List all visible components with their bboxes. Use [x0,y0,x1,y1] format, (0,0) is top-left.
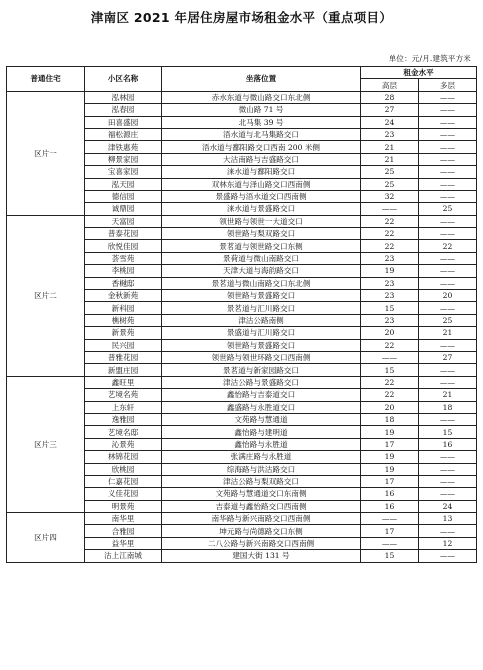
location-cell: 鑫怡路与建明道 [162,426,361,438]
high-rise-rent: 19 [361,463,419,475]
community-name: 荟雪苑 [85,252,162,264]
location-cell: 微山路 71 号 [162,104,361,116]
high-rise-rent: 22 [361,240,419,252]
high-rise-rent: 27 [361,104,419,116]
community-name: 逸雅园 [85,413,162,425]
multi-storey-rent: 27 [419,351,477,363]
high-rise-rent: 23 [361,252,419,264]
district-label: 区片二 [7,215,85,376]
community-name: 柳景家园 [85,153,162,165]
high-rise-rent: 23 [361,128,419,140]
header-high: 高层 [361,79,419,91]
multi-storey-rent: 16 [419,438,477,450]
header-row-1 [7,67,477,79]
multi-storey-rent: —— [419,265,477,277]
high-rise-rent: 22 [361,376,419,388]
high-rise-rent: 15 [361,364,419,376]
location-cell: 坤元路与尚德路交口东侧 [162,525,361,537]
header-multi: 多层 [419,79,477,91]
multi-storey-rent: —— [419,166,477,178]
multi-storey-rent: 25 [419,203,477,215]
multi-storey-rent: 21 [419,389,477,401]
high-rise-rent: 19 [361,265,419,277]
high-rise-rent: 25 [361,178,419,190]
community-name: 德信园 [85,190,162,202]
location-cell: 双林东道与泽山路交口西南侧 [162,178,361,190]
location-cell: 文苑路与慧通道交口东南侧 [162,488,361,500]
location-cell: 南华路与新兴南路交口西南侧 [162,513,361,525]
high-rise-rent: 22 [361,389,419,401]
location-cell: 景荷道与微山南路交口 [162,252,361,264]
community-name: 泓林园 [85,91,162,103]
community-name: 民兴园 [85,339,162,351]
community-name: 泓天园 [85,178,162,190]
district-label: 区片一 [7,91,85,215]
location-cell: 文苑路与慧通道 [162,413,361,425]
multi-storey-rent: 18 [419,401,477,413]
location-cell: 景茗道与汇川路交口 [162,302,361,314]
location-cell: 赤水东道与微山路交口东北侧 [162,91,361,103]
community-name: 合雅园 [85,525,162,537]
community-name: 沽上江南城 [85,550,162,562]
high-rise-rent: 19 [361,426,419,438]
location-cell: 涞水道与鄱阳路交口 [162,166,361,178]
location-cell: 津沽公路与梨双路交口 [162,475,361,487]
multi-storey-rent: —— [419,215,477,227]
location-cell: 领世路与领世一大道交口 [162,215,361,227]
location-cell: 领世路与景盛路交口 [162,339,361,351]
location-cell: 景茗道与微山南路交口东北侧 [162,277,361,289]
high-rise-rent: 17 [361,438,419,450]
multi-storey-rent: 20 [419,290,477,302]
location-cell: 景盛道与汇川路交口 [162,327,361,339]
community-name: 林锦花园 [85,451,162,463]
community-name: 鑫旺里 [85,376,162,388]
multi-storey-rent: —— [419,128,477,140]
community-name: 益华里 [85,537,162,549]
page-title: 津南区 2021 年居住房屋市场租金水平（重点项目） [90,10,393,25]
high-rise-rent: 20 [361,401,419,413]
table-row [7,376,477,388]
location-cell: 张满庄路与永胜道 [162,451,361,463]
community-name: 义佳花园 [85,488,162,500]
high-rise-rent: 22 [361,215,419,227]
community-name: 津铁惠苑 [85,141,162,153]
table-row [7,513,477,525]
multi-storey-rent: —— [419,116,477,128]
multi-storey-rent: 15 [419,426,477,438]
location-cell: 涞水道与景盛路交口 [162,203,361,215]
high-rise-rent: 32 [361,190,419,202]
location-cell: 大沽南路与吉盛路交口 [162,153,361,165]
community-name: 仁嘉花园 [85,475,162,487]
multi-storey-rent: —— [419,153,477,165]
community-name: 普雅花园 [85,351,162,363]
multi-storey-rent: 25 [419,314,477,326]
location-cell: 景盛路与浯水道交口西南侧 [162,190,361,202]
community-name: 新景苑 [85,327,162,339]
high-rise-rent: —— [361,513,419,525]
high-rise-rent: 23 [361,314,419,326]
community-name: 明景苑 [85,500,162,512]
high-rise-rent: —— [361,537,419,549]
community-name: 新盟庄园 [85,364,162,376]
high-rise-rent: 17 [361,475,419,487]
multi-storey-rent: —— [419,550,477,562]
community-name: 上东轩 [85,401,162,413]
high-rise-rent: —— [361,351,419,363]
high-rise-rent: 15 [361,302,419,314]
multi-storey-rent: —— [419,190,477,202]
community-name: 李桃园 [85,265,162,277]
location-cell: 吉泰道与鑫怡路交口西南侧 [162,500,361,512]
community-name: 欣桃园 [85,463,162,475]
location-cell: 景茗道与领世路交口东侧 [162,240,361,252]
multi-storey-rent: —— [419,451,477,463]
community-name: 新科园 [85,302,162,314]
location-cell: 鑫怡路与永胜道 [162,438,361,450]
community-name: 天富园 [85,215,162,227]
high-rise-rent: 28 [361,91,419,103]
multi-storey-rent: —— [419,364,477,376]
community-name: 南华里 [85,513,162,525]
high-rise-rent: 19 [361,451,419,463]
multi-storey-rent: —— [419,277,477,289]
community-name: 樵树苑 [85,314,162,326]
high-rise-rent: 22 [361,228,419,240]
location-cell: 领世路与领世环路交口西南侧 [162,351,361,363]
community-name: 田喜盛园 [85,116,162,128]
multi-storey-rent: —— [419,228,477,240]
multi-storey-rent: —— [419,463,477,475]
multi-storey-rent: —— [419,413,477,425]
high-rise-rent: 23 [361,277,419,289]
multi-storey-rent: —— [419,488,477,500]
multi-storey-rent: 24 [419,500,477,512]
community-name: 宝喜家园 [85,166,162,178]
community-name: 沁景苑 [85,438,162,450]
high-rise-rent: 24 [361,116,419,128]
multi-storey-rent: —— [419,475,477,487]
location-cell: 鑫怡路与吉泰道交口 [162,389,361,401]
high-rise-rent: 23 [361,290,419,302]
multi-storey-rent: —— [419,252,477,264]
location-cell: 领世路与梨双路交口 [162,228,361,240]
location-cell: 津沽公路与景盛路交口 [162,376,361,388]
rent-table [6,66,477,563]
header-category: 普通住宅 [7,67,85,92]
multi-storey-rent: 22 [419,240,477,252]
high-rise-rent: 16 [361,488,419,500]
location-cell: 二八公路与新兴南路交口西南侧 [162,537,361,549]
high-rise-rent: —— [361,203,419,215]
community-name: 诚鼎园 [85,203,162,215]
multi-storey-rent: 13 [419,513,477,525]
community-name: 泓春园 [85,104,162,116]
multi-storey-rent: 12 [419,537,477,549]
location-cell: 景茗道与新家园路交口 [162,364,361,376]
multi-storey-rent: —— [419,91,477,103]
high-rise-rent: 25 [361,166,419,178]
community-name: 香樾邸 [85,277,162,289]
table-row [7,215,477,227]
high-rise-rent: 18 [361,413,419,425]
community-name: 普泰花园 [85,228,162,240]
location-cell: 浯水道与鄱阳路交口西南 200 米侧 [162,141,361,153]
high-rise-rent: 22 [361,339,419,351]
multi-storey-rent: —— [419,104,477,116]
multi-storey-rent: —— [419,339,477,351]
high-rise-rent: 16 [361,500,419,512]
location-cell: 鑫盛路与永胜道交口 [162,401,361,413]
header-location: 坐落位置 [162,67,361,92]
high-rise-rent: 21 [361,141,419,153]
location-cell: 天津大道与海韵路交口 [162,265,361,277]
multi-storey-rent: —— [419,525,477,537]
multi-storey-rent: —— [419,302,477,314]
location-cell: 建国大街 131 号 [162,550,361,562]
high-rise-rent: 17 [361,525,419,537]
district-label: 区片三 [7,376,85,512]
district-label: 区片四 [7,513,85,563]
location-cell: 综海路与洪沽路交口 [162,463,361,475]
rent-table-body [7,91,477,562]
multi-storey-rent: 21 [419,327,477,339]
location-cell: 北马集 39 号 [162,116,361,128]
unit-note: 单位：元/月.建筑平方米 [388,54,471,63]
high-rise-rent: 20 [361,327,419,339]
high-rise-rent: 15 [361,550,419,562]
table-row [7,91,477,103]
community-name: 艺境名邸 [85,426,162,438]
header-community: 小区名称 [85,67,162,92]
multi-storey-rent: —— [419,141,477,153]
header-rent-level: 租金水平 [361,67,477,79]
multi-storey-rent: —— [419,178,477,190]
community-name: 福松源庄 [85,128,162,140]
location-cell: 领世路与景盛路交口 [162,290,361,302]
community-name: 艺境名苑 [85,389,162,401]
community-name: 金秋新苑 [85,290,162,302]
community-name: 欣悦佳园 [85,240,162,252]
high-rise-rent: 21 [361,153,419,165]
location-cell: 浯水道与北马集路交口 [162,128,361,140]
multi-storey-rent: —— [419,376,477,388]
location-cell: 津沽公路南侧 [162,314,361,326]
